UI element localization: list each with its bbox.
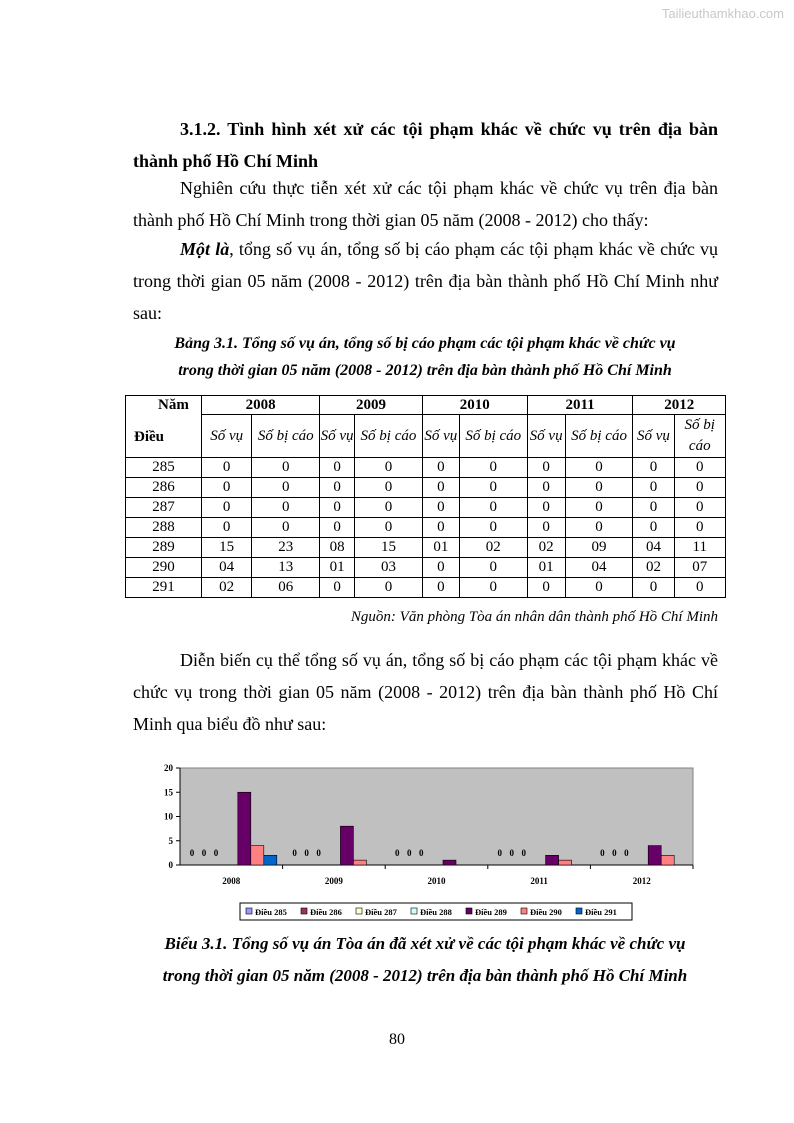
article-cell: 288 xyxy=(126,518,202,538)
defendants-cell: 0 xyxy=(355,458,423,478)
legend-swatch xyxy=(356,908,362,914)
defendants-cell: 07 xyxy=(674,558,725,578)
cases-cell: 02 xyxy=(202,578,252,598)
x-tick-label: 2009 xyxy=(324,876,343,886)
bar xyxy=(340,826,353,865)
corner-article-label: Điều xyxy=(134,429,164,445)
legend-swatch xyxy=(466,908,472,914)
table-row xyxy=(126,538,726,558)
cases-cell: 0 xyxy=(633,518,674,538)
cases-cell: 0 xyxy=(422,578,459,598)
cases-cell: 0 xyxy=(527,478,565,498)
zero-data-label: 0 xyxy=(612,848,617,858)
x-tick-label: 2012 xyxy=(632,876,651,886)
cases-cell: 01 xyxy=(320,558,355,578)
bar xyxy=(546,855,559,865)
year-header: 2011 xyxy=(527,396,633,415)
zero-data-label: 0 xyxy=(201,848,207,858)
defendants-cell: 0 xyxy=(252,498,320,518)
cases-cell: 0 xyxy=(422,558,459,578)
zero-data-label: 0 xyxy=(213,848,219,858)
defendants-cell: 0 xyxy=(674,498,725,518)
zero-data-label: 0 xyxy=(394,848,400,858)
cases-cell: 0 xyxy=(320,578,355,598)
zero-data-label: 0 xyxy=(600,848,605,858)
legend-swatch xyxy=(521,908,527,914)
table-corner xyxy=(126,396,202,458)
bar xyxy=(443,860,456,865)
bar-chart-svg xyxy=(150,760,710,925)
page-number: 80 xyxy=(389,1031,405,1048)
legend-label: Điều 285 xyxy=(255,907,287,917)
cases-cell: 0 xyxy=(422,458,459,478)
cases-cell: 01 xyxy=(527,558,565,578)
defendants-cell: 0 xyxy=(565,578,633,598)
defendants-cell: 0 xyxy=(674,478,725,498)
paragraph-2-rest: , tổng số vụ án, tổng số bị cáo phạm các tội phạm khác về chức vụ trong thời gian 05 năm (2008 - 2012) trên địa bàn thành phố Hồ Chí Minh như sau: xyxy=(133,239,718,323)
sub-header-defendants: Số bị cáo xyxy=(674,415,725,458)
defendants-cell: 0 xyxy=(459,478,527,498)
cases-cell: 0 xyxy=(633,578,674,598)
zero-data-label: 0 xyxy=(304,848,309,858)
bar xyxy=(661,855,674,865)
defendants-cell: 09 xyxy=(565,538,633,558)
watermark: Tailieuthamkhao.com xyxy=(661,6,784,21)
corner-year-label: Năm xyxy=(158,397,189,413)
table-source: Nguồn: Văn phòng Tòa án nhân dân thành phố Hồ Chí Minh xyxy=(350,609,718,625)
legend-label: Điều 287 xyxy=(365,907,397,917)
defendants-cell: 04 xyxy=(565,558,633,578)
article-cell: 290 xyxy=(126,558,202,578)
article-cell: 286 xyxy=(126,478,202,498)
defendants-cell: 15 xyxy=(355,538,423,558)
table-row xyxy=(126,518,726,538)
legend-swatch xyxy=(246,908,252,914)
section-heading: 3.1.2. Tình hình xét xử các tội phạm khác về chức vụ trên địa bàn thành phố Hồ Chí Minh xyxy=(133,119,718,171)
defendants-cell: 0 xyxy=(459,578,527,598)
defendants-cell: 0 xyxy=(355,498,423,518)
defendants-cell: 0 xyxy=(355,478,423,498)
cases-cell: 0 xyxy=(320,478,355,498)
table-row xyxy=(126,578,726,598)
defendants-cell: 0 xyxy=(674,458,725,478)
defendants-cell: 0 xyxy=(459,518,527,538)
bar xyxy=(264,855,277,865)
cases-cell: 0 xyxy=(202,518,252,538)
cases-cell: 0 xyxy=(320,518,355,538)
table-row xyxy=(126,478,726,498)
cases-cell: 0 xyxy=(633,458,674,478)
cases-cell: 04 xyxy=(633,538,674,558)
year-header: 2010 xyxy=(422,396,527,415)
defendants-cell: 0 xyxy=(459,558,527,578)
cases-cell: 0 xyxy=(320,458,355,478)
table-caption-line-1: Bảng 3.1. Tổng số vụ án, tổng số bị cáo phạm các tội phạm khác về chức vụ xyxy=(174,335,676,352)
article-cell: 291 xyxy=(126,578,202,598)
defendants-cell: 0 xyxy=(355,518,423,538)
sub-header-defendants: Số bị cáo xyxy=(565,415,633,458)
chart-caption-line-2: trong thời gian 05 năm (2008 - 2012) trên địa bàn thành phố Hồ Chí Minh xyxy=(162,966,688,985)
cases-cell: 0 xyxy=(202,478,252,498)
zero-data-label: 0 xyxy=(521,848,527,858)
bar xyxy=(238,792,251,865)
cases-cell: 02 xyxy=(633,558,674,578)
paragraph-2-lead: Một là xyxy=(180,239,230,259)
chart-caption-line-1: Biểu 3.1. Tổng số vụ án Tòa án đã xét xử về các tội phạm khác về chức vụ xyxy=(164,934,686,953)
defendants-cell: 0 xyxy=(674,518,725,538)
zero-data-label: 0 xyxy=(418,848,424,858)
sub-header-defendants: Số bị cáo xyxy=(252,415,320,458)
cases-cell: 0 xyxy=(320,498,355,518)
y-tick-label: 10 xyxy=(164,811,173,822)
zero-data-label: 0 xyxy=(624,848,629,858)
cases-cell: 0 xyxy=(527,518,565,538)
table-row xyxy=(126,458,726,478)
sub-header-cases: Số vụ xyxy=(633,415,674,458)
year-header: 2009 xyxy=(320,396,423,415)
legend-label: Điều 290 xyxy=(530,907,562,917)
zero-data-label: 0 xyxy=(406,848,412,858)
cases-cell: 0 xyxy=(527,498,565,518)
sub-header-cases: Số vụ xyxy=(527,415,565,458)
table-row xyxy=(126,558,726,578)
sub-header-defendants: Số bị cáo xyxy=(459,415,527,458)
cases-cell: 0 xyxy=(633,478,674,498)
sub-header-defendants: Số bị cáo xyxy=(355,415,423,458)
bar xyxy=(251,846,264,865)
zero-data-label: 0 xyxy=(189,848,195,858)
defendants-cell: 13 xyxy=(252,558,320,578)
table-caption xyxy=(125,330,725,384)
legend-swatch xyxy=(576,908,582,914)
year-header: 2012 xyxy=(633,396,726,415)
bar xyxy=(353,860,366,865)
article-cell: 289 xyxy=(126,538,202,558)
y-tick-label: 0 xyxy=(168,860,173,870)
bar-chart xyxy=(150,760,710,925)
defendants-cell: 0 xyxy=(674,578,725,598)
statistics-table xyxy=(125,395,726,598)
zero-data-label: 0 xyxy=(316,848,321,858)
x-tick-label: 2008 xyxy=(222,876,241,886)
legend-label: Điều 291 xyxy=(585,907,617,917)
defendants-cell: 0 xyxy=(565,458,633,478)
paragraph-1: Nghiên cứu thực tiễn xét xử các tội phạm khác về chức vụ trên địa bàn thành phố Hồ Chí Minh trong thời gian 05 năm (2008 - 2012) cho thấy: xyxy=(133,178,718,230)
cases-cell: 02 xyxy=(527,538,565,558)
cases-cell: 0 xyxy=(422,498,459,518)
table-caption-line-2: trong thời gian 05 năm (2008 - 2012) trên địa bàn thành phố Hồ Chí Minh xyxy=(178,362,672,379)
paragraph-3: Diễn biến cụ thể tổng số vụ án, tổng số bị cáo phạm các tội phạm khác về chức vụ trong thời gian 05 năm (2008 - 2012) trên địa bàn thành phố Hồ Chí Minh qua biểu đồ như sau: xyxy=(133,650,718,734)
legend-swatch xyxy=(301,908,307,914)
defendants-cell: 0 xyxy=(252,458,320,478)
chart-caption xyxy=(125,928,725,992)
zero-data-label: 0 xyxy=(509,848,515,858)
y-tick-label: 15 xyxy=(164,787,173,798)
defendants-cell: 0 xyxy=(252,518,320,538)
article-cell: 287 xyxy=(126,498,202,518)
cases-cell: 0 xyxy=(527,458,565,478)
zero-data-label: 0 xyxy=(497,848,503,858)
defendants-cell: 0 xyxy=(459,458,527,478)
sub-header-cases: Số vụ xyxy=(320,415,355,458)
cases-cell: 15 xyxy=(202,538,252,558)
cases-cell: 0 xyxy=(202,458,252,478)
defendants-cell: 06 xyxy=(252,578,320,598)
cases-cell: 08 xyxy=(320,538,355,558)
y-tick-label: 20 xyxy=(164,763,173,773)
bar xyxy=(559,860,572,865)
defendants-cell: 0 xyxy=(252,478,320,498)
defendants-cell: 0 xyxy=(355,578,423,598)
cases-cell: 0 xyxy=(527,578,565,598)
zero-data-label: 0 xyxy=(292,848,297,858)
defendants-cell: 11 xyxy=(674,538,725,558)
legend-label: Điều 289 xyxy=(475,907,507,917)
x-tick-label: 2011 xyxy=(530,876,548,886)
sub-header-cases: Số vụ xyxy=(422,415,459,458)
article-cell: 285 xyxy=(126,458,202,478)
cases-cell: 01 xyxy=(422,538,459,558)
table-row xyxy=(126,498,726,518)
bar xyxy=(648,846,661,865)
cases-cell: 04 xyxy=(202,558,252,578)
defendants-cell: 0 xyxy=(565,518,633,538)
paragraph-2 xyxy=(133,233,718,329)
cases-cell: 0 xyxy=(422,478,459,498)
sub-header-cases: Số vụ xyxy=(202,415,252,458)
cases-cell: 0 xyxy=(202,498,252,518)
defendants-cell: 03 xyxy=(355,558,423,578)
x-tick-label: 2010 xyxy=(427,876,446,886)
cases-cell: 0 xyxy=(633,498,674,518)
defendants-cell: 23 xyxy=(252,538,320,558)
defendants-cell: 0 xyxy=(459,498,527,518)
defendants-cell: 0 xyxy=(565,498,633,518)
y-tick-label: 5 xyxy=(168,835,173,846)
legend-swatch xyxy=(411,908,417,914)
legend-label: Điều 286 xyxy=(310,907,342,917)
cases-cell: 0 xyxy=(422,518,459,538)
legend-label: Điều 288 xyxy=(420,907,452,917)
defendants-cell: 0 xyxy=(565,478,633,498)
year-header: 2008 xyxy=(202,396,320,415)
defendants-cell: 02 xyxy=(459,538,527,558)
